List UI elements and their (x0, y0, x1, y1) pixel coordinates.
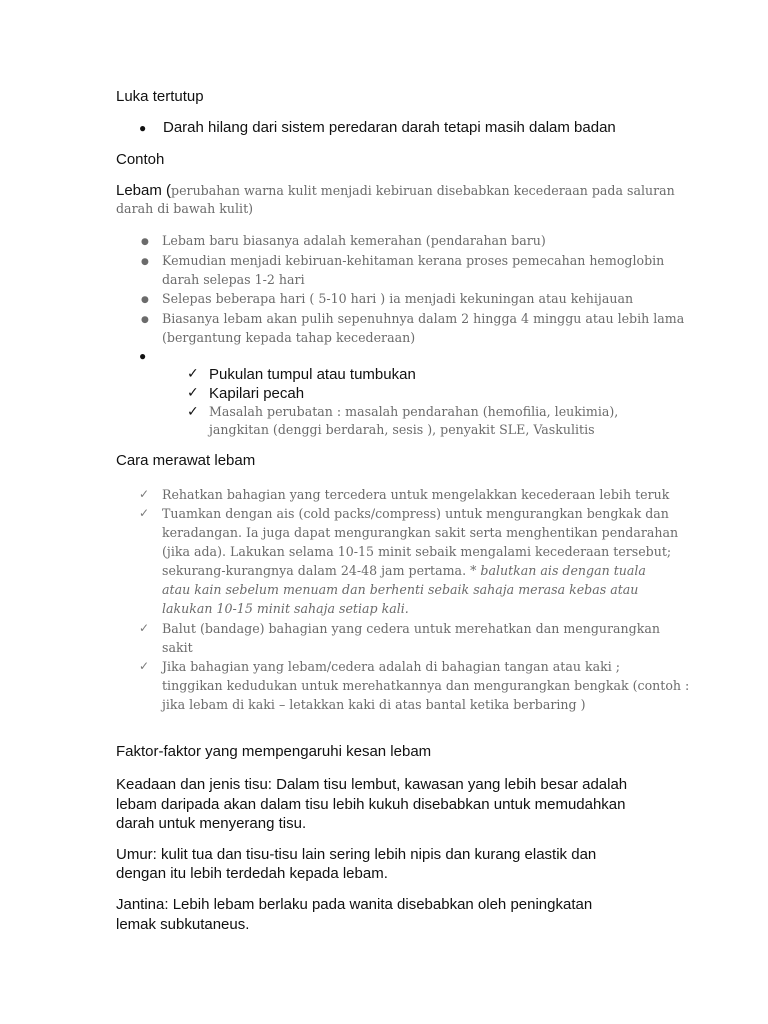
treatment-bandage-line1: Balut (bandage) bahagian yang cedera untuk merehatkan dan mengurangkan (162, 621, 660, 636)
treatment-ice-line4-normal: sekurang-kurangnya dalam 24-48 jam pertama. (162, 563, 471, 578)
lebam-point-3: Selepas beberapa hari ( 5-10 hari ) ia menjadi kekuningan atau kehijauan (162, 291, 634, 306)
bullet-dot-icon: ● (141, 257, 149, 267)
checkmark-icon: ✓ (139, 506, 150, 520)
checkmark-icon: ✓ (139, 659, 150, 673)
treatment-ice-line2: keradangan. Ia juga dapat mengurangkan sakit serta menghentikan pendarahan (162, 525, 679, 540)
treatment-elevate-line2: tinggikan kedudukan untuk merehatkannya dan mengurangkan bengkak (contoh : (162, 678, 690, 693)
treatment-rest: Rehatkan bahagian yang tercedera untuk mengelakkan kecederaan lebih teruk (162, 487, 670, 502)
lebam-definition-line1 (116, 182, 675, 200)
heading-closed-wound: Luka tertutup (116, 88, 204, 105)
factor-tissue-line3: darah untuk menyerang tisu. (116, 815, 307, 832)
bullet-blood-loss: Darah hilang dari sistem peredaran darah tetapi masih dalam badan (163, 119, 616, 136)
treatment-ice-line4 (162, 563, 646, 578)
checkmark-icon: ✓ (187, 385, 199, 401)
bullet-dot-icon: ● (139, 121, 147, 135)
bullet-dot-icon: ● (141, 237, 149, 247)
factor-age-line2: dengan itu lebih terdedah kepada lebam. (116, 865, 388, 882)
cause-medical-line2: jangkitan (denggi berdarah, sesis ), penyakit SLE, Vaskulitis (209, 422, 595, 437)
lebam-definition-text: perubahan warna kulit menjadi kebiruan disebabkan kecederaan pada saluran (171, 183, 675, 198)
treatment-bandage-line2: sakit (162, 640, 193, 655)
lebam-title: Lebam ( (116, 182, 172, 199)
treatment-elevate-line3: jika lebam di kaki – letakkan kaki di atas bantal ketika berbaring ) (162, 697, 586, 712)
heading-example: Contoh (116, 151, 165, 168)
factor-gender-line1: Jantina: Lebih lebam berlaku pada wanita disebabkan oleh peningkatan (116, 896, 593, 913)
treatment-ice-line1: Tuamkan dengan ais (cold packs/compress) untuk mengurangkan bengkak dan (162, 506, 669, 521)
treatment-ice-note: * balutkan ais dengan tuala (470, 563, 646, 578)
cause-blunt-blow: Pukulan tumpul atau tumbukan (209, 366, 416, 383)
factor-gender-line2: lemak subkutaneus. (116, 916, 250, 933)
lebam-point-2-line2: darah selepas 1-2 hari (162, 272, 305, 287)
checkmark-icon: ✓ (187, 404, 199, 420)
treatment-ice-line5: atau kain sebelum menuam dan berhenti sebaik sahaja merasa kebas atau (162, 582, 639, 597)
cause-medical-line1: Masalah perubatan : masalah pendarahan (hemofilia, leukimia), (209, 404, 619, 419)
bullet-dot-icon: ● (141, 315, 149, 325)
bullet-dot-icon: ● (141, 295, 149, 305)
lebam-point-2-line1: Kemudian menjadi kebiruan-kehitaman kerana proses pemecahan hemoglobin (162, 253, 665, 268)
factor-tissue-line1: Keadaan dan jenis tisu: Dalam tisu lembut, kawasan yang lebih besar adalah (116, 776, 628, 793)
lebam-point-4-line2: (bergantung kepada tahap kecederaan) (162, 330, 416, 345)
treatment-ice-line3: (jika ada). Lakukan selama 10-15 minit sebaik mengalami kecederaan tersebut; (162, 544, 672, 559)
heading-factors: Faktor-faktor yang mempengaruhi kesan lebam (116, 743, 432, 760)
treatment-elevate-line1: Jika bahagian yang lebam/cedera adalah di bahagian tangan atau kaki ; (162, 659, 621, 674)
lebam-definition-line2: darah di bawah kulit) (116, 201, 254, 216)
checkmark-icon: ✓ (187, 366, 199, 382)
bullet-dot-icon: ● (139, 349, 147, 363)
lebam-point-1: Lebam baru biasanya adalah kemerahan (pendarahan baru) (162, 233, 546, 248)
lebam-point-4-line1: Biasanya lebam akan pulih sepenuhnya dalam 2 hingga 4 minggu atau lebih lama (162, 311, 685, 326)
checkmark-icon: ✓ (139, 621, 150, 635)
factor-tissue-line2: lebam daripada akan dalam tisu lebih kukuh disebabkan untuk memudahkan (116, 796, 626, 813)
treatment-ice-line6: lakukan 10-15 minit sahaja setiap kali. (162, 601, 409, 616)
heading-treatment: Cara merawat lebam (116, 452, 256, 469)
cause-broken-capillary: Kapilari pecah (209, 385, 305, 402)
checkmark-icon: ✓ (139, 487, 150, 501)
factor-age-line1: Umur: kulit tua dan tisu-tisu lain sering lebih nipis dan kurang elastik dan (116, 846, 597, 863)
